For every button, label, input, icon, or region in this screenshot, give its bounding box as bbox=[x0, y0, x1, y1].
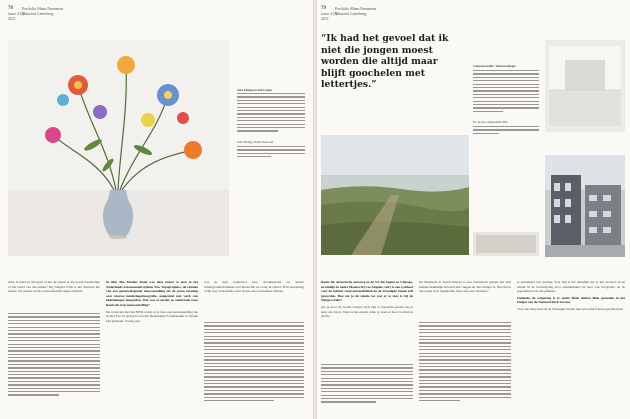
pull-quote: “Ik had het gevoel dat ik niet die jongen moest worden die altijd maar blijft goochelen met lettertjes.” bbox=[321, 33, 449, 90]
left-column-2 bbox=[106, 280, 198, 410]
left-col2-text: De contacten met het NFM waren er al door een tentoonstelling die ik met Fw: in opdracht van het Nederlands Fotomuseum in Spanie had gemaakt. Voorig jaar bbox=[106, 309, 198, 323]
right-page bbox=[317, 0, 630, 419]
right-column-1-lines bbox=[321, 364, 413, 412]
left-col1-text: maar is kunst je afvragen of het de natuur is die wordt beschermd, of het beeld van die natuur? Bij Niagara Falls is het absoluut het laatste. De natuur wordt ook beschermd tegen zichzelf. bbox=[8, 280, 100, 294]
landscape-photo bbox=[321, 135, 469, 255]
right-col2-text: De Badlands in South Dakota is een fantastisch gebied dat zich minder makkelijk in beeld laat vangen en dus rustiger is. Niet dat je daar geen bord tegenkomt, maar een paar 'tiptakes'. bbox=[419, 280, 511, 294]
left-magazine-title: Portfolio Maan Eemnesse bbox=[22, 6, 64, 11]
interior-photo bbox=[545, 40, 625, 132]
right-column-2 bbox=[419, 280, 511, 320]
right-col3-tail: Voor een lang land als de Verenigde Staten met een relatief korte geschiedenis bbox=[517, 306, 623, 311]
left-caption-title: Sake Elzinga in Fall Colour bbox=[237, 88, 273, 92]
right-col1-text: Als je door de Grand Canyon rijdt zijn er bepaalde punten die je kent van foto's. Daar is het enorm druk, je staat er met z'n allen in de file. bbox=[321, 304, 413, 319]
right-col3-question: Ondanks de weigering is er onder Bush andere flink gesneden in het budget van de National Park Service. bbox=[517, 295, 625, 305]
left-page-number: 78 bbox=[8, 6, 13, 11]
left-author: Maureen Lenteberg bbox=[22, 11, 54, 16]
right-caption bbox=[473, 64, 539, 68]
right-column-2-lines bbox=[419, 322, 511, 412]
right-caption-credit: Fw: Route, Amsterdam 2009 bbox=[473, 120, 508, 124]
left-page-header bbox=[8, 6, 64, 21]
left-page bbox=[0, 0, 313, 419]
left-col3-text: was ik heel benieuwd naar documentatie en andere achtergrondinformatie over Route 66, en vroeg ik curator Frits Gierstberg of hij nog werk kende waar ik iets aan zou kunnen hebben. bbox=[204, 280, 304, 294]
left-column-3 bbox=[204, 280, 304, 320]
right-column-3 bbox=[517, 280, 625, 412]
left-issue: issue 4 (I) bbox=[8, 11, 24, 16]
right-page-header bbox=[321, 6, 377, 21]
right-page-number: 79 bbox=[321, 6, 326, 11]
right-magazine-title: Portfolio Maan Eemnesse bbox=[335, 6, 377, 11]
right-author: Maureen Lenteberg bbox=[335, 11, 367, 16]
right-caption-body bbox=[473, 70, 539, 116]
left-caption-credit-lines bbox=[237, 146, 305, 164]
flower-vase-photo bbox=[8, 40, 229, 256]
right-caption-credit-lines bbox=[473, 126, 539, 138]
left-caption-body bbox=[237, 93, 305, 137]
building-photo bbox=[545, 155, 625, 257]
left-col2-intro: In film The Mother Road was deze zomer te zien in het Nederlands Fotomuseum tijdens New Topographics, de remake van een geenzwelegende tentoonstelling uit de jaren zeventig over nieuwe landschapsfotografie, aangevuld met werk van hedendaagse fotografen. Wat was er eerder, je onderzoek naar Route 66 of je tentoonstelling? bbox=[106, 280, 198, 307]
right-caption-title: Commonwealth / Dienstverlenger bbox=[473, 64, 516, 68]
thumbnail-photo bbox=[473, 232, 539, 256]
left-caption-credit: Sake Elzinga, Home Eenvoud bbox=[237, 140, 273, 144]
left-year: 2011 bbox=[8, 16, 16, 21]
right-col3-text: er uitstekend wel gedaan. Voor mij is het duidelijk dat er iets erotisch in de natuur in de beschrijving door schilderkunst en later ook fotografie, en de populariteit van die plekken. bbox=[517, 280, 625, 294]
left-caption bbox=[237, 88, 305, 92]
right-col1-intro: Route 66: historische autoweg in de VS die begint in Chicago, en eindigt in Santa Monica bij Los Angeles, red.) is een symbool voor de cultuur rond automobiliteit en de Verenigde Staten zelf geworden. Hoe zat je de relatie tot wat er te zien is bij de Niagara Falls? bbox=[321, 280, 413, 303]
right-issue: issue 4 (I) bbox=[321, 11, 337, 16]
left-column-1-lines bbox=[8, 313, 100, 411]
right-year: 2011 bbox=[321, 16, 329, 21]
left-column-3-lines bbox=[204, 322, 304, 412]
